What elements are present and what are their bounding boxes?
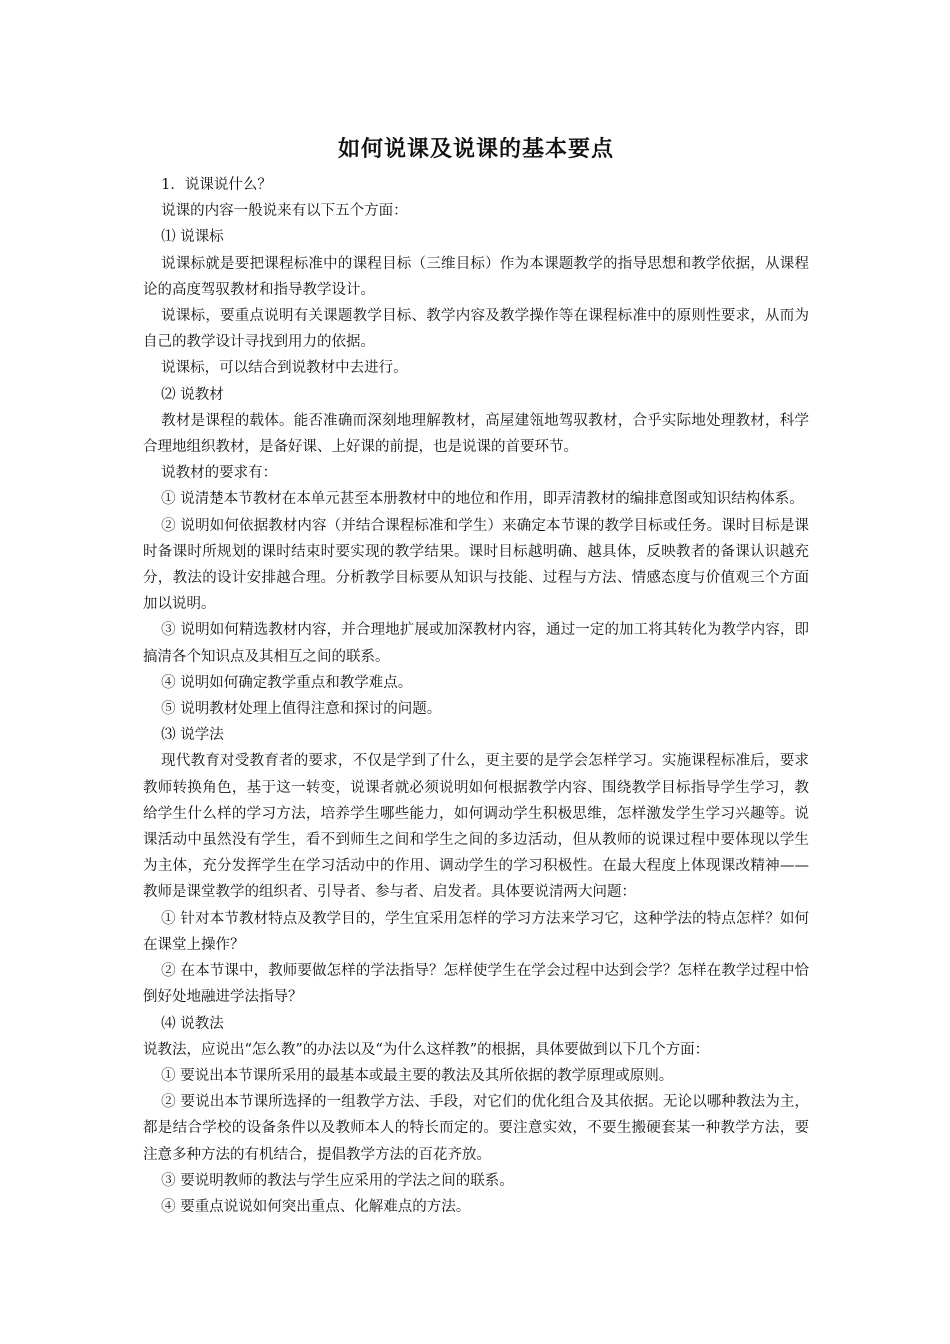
paragraph: ② 在本节课中，教师要做怎样的学法指导？怎样使学生在学会过程中达到会学？怎样在教学过程中恰倒好处地融进学法指导？ (143, 963, 809, 1006)
paragraph: ① 针对本节教材特点及教学目的，学生宜采用怎样的学习方法来学习它，这种学法的特点怎样？如何在课堂上操作？ (143, 910, 809, 953)
document-body (143, 172, 809, 1220)
paragraph: 现代教育对受教育者的要求，不仅是学到了什么，更主要的是学会怎样学习。实施课程标准后，要求教师转换角色，基于这一转变，说课者就必须说明如何根据教学内容、围绕教学目标指导学生学习，教给学生什么样的学习方法，培养学生哪些能力，如何调动学生积极思维，怎样激发学生学习兴趣等。说课活动中虽然没有学生，看不到师生之间和学生之间的多边活动，但从教师的说课过程中要体现以学生为主体，充分发挥学生在学习活动中的作用、调动学生的学习积极性。在最大程度上体现课改精神——教师是课堂教学的组织者、引导者、参与者、启发者。具体要说清两大问题： (143, 753, 809, 901)
paragraph: ② 说明如何依据教材内容（并结合课程标准和学生）来确定本节课的教学目标或任务。课时目标是课时备课时所规划的课时结束时要实现的教学结果。课时目标越明确、越具体，反映教者的备课认识越充分，教法的设计安排越合理。分析教学目标要从知识与技能、过程与方法、情感态度与价值观三个方面加以说明。 (143, 517, 809, 613)
paragraph: 说课标，可以结合到说教材中去进行。 (161, 360, 408, 377)
paragraph: 说课标，要重点说明有关课题教学目标、教学内容及教学操作等在课程标准中的原则性要求，从而为自己的教学设计寻找到用力的依据。 (143, 308, 809, 351)
paragraph: ⑵ 说教材 (161, 386, 224, 403)
paragraph: ① 说清楚本节教材在本单元甚至本册教材中的地位和作用，即弄清教材的编排意图或知识结构体系。 (161, 491, 804, 508)
paragraph: ③ 要说明教师的教法与学生应采用的学法之间的联系。 (161, 1172, 514, 1189)
paragraph: 说教法，应说出“怎么教”的办法以及“为什么这样教”的根据，具体要做到以下几个方面： (143, 1041, 710, 1058)
paragraph: ⑶ 说学法 (161, 727, 224, 744)
paragraph: ③ 说明如何精选教材内容，并合理地扩展或加深教材内容，通过一定的加工将其转化为教学内容，即搞清各个知识点及其相互之间的联系。 (143, 622, 809, 665)
paragraph: 教材是课程的载体。能否准确而深刻地理解教材，高屋建瓴地驾驭教材，合乎实际地处理教材，科学合理地组织教材，是备好课、上好课的前提，也是说课的首要环节。 (143, 412, 809, 456)
paragraph: ⑷ 说教法 (161, 1015, 224, 1032)
paragraph: 说教材的要求有： (161, 465, 278, 482)
paragraph: ② 要说出本节课所选择的一组教学方法、手段，对它们的优化组合及其依据。无论以哪种教法为主，都是结合学校的设备条件以及教师本人的特长而定的。要注意实效，不要生搬硬套某一种教学方法，要注意多种方法的有机结合，提倡教学方法的百花齐放。 (143, 1094, 809, 1163)
document-page (143, 130, 809, 1220)
paragraph: ④ 说明如何确定教学重点和教学难点。 (161, 674, 413, 691)
paragraph: ⑴ 说课标 (161, 229, 224, 246)
paragraph: ④ 要重点说说如何突出重点、化解难点的方法。 (161, 1198, 471, 1215)
document-title: 如何说课及说课的基本要点 (337, 137, 614, 162)
paragraph: 说课的内容一般说来有以下五个方面： (161, 203, 408, 220)
paragraph: 1．说课说什么？ (161, 177, 272, 193)
paragraph: 说课标就是要把课程标准中的课程目标（三维目标）作为本课题教学的指导思想和教学依据，从课程论的高度驾驭教材和指导教学设计。 (143, 255, 809, 298)
paragraph: ⑤ 说明教材处理上值得注意和探讨的问题。 (161, 701, 442, 718)
paragraph: ① 要说出本节课所采用的最基本或最主要的教法及其所依据的教学原理或原则。 (161, 1067, 674, 1084)
